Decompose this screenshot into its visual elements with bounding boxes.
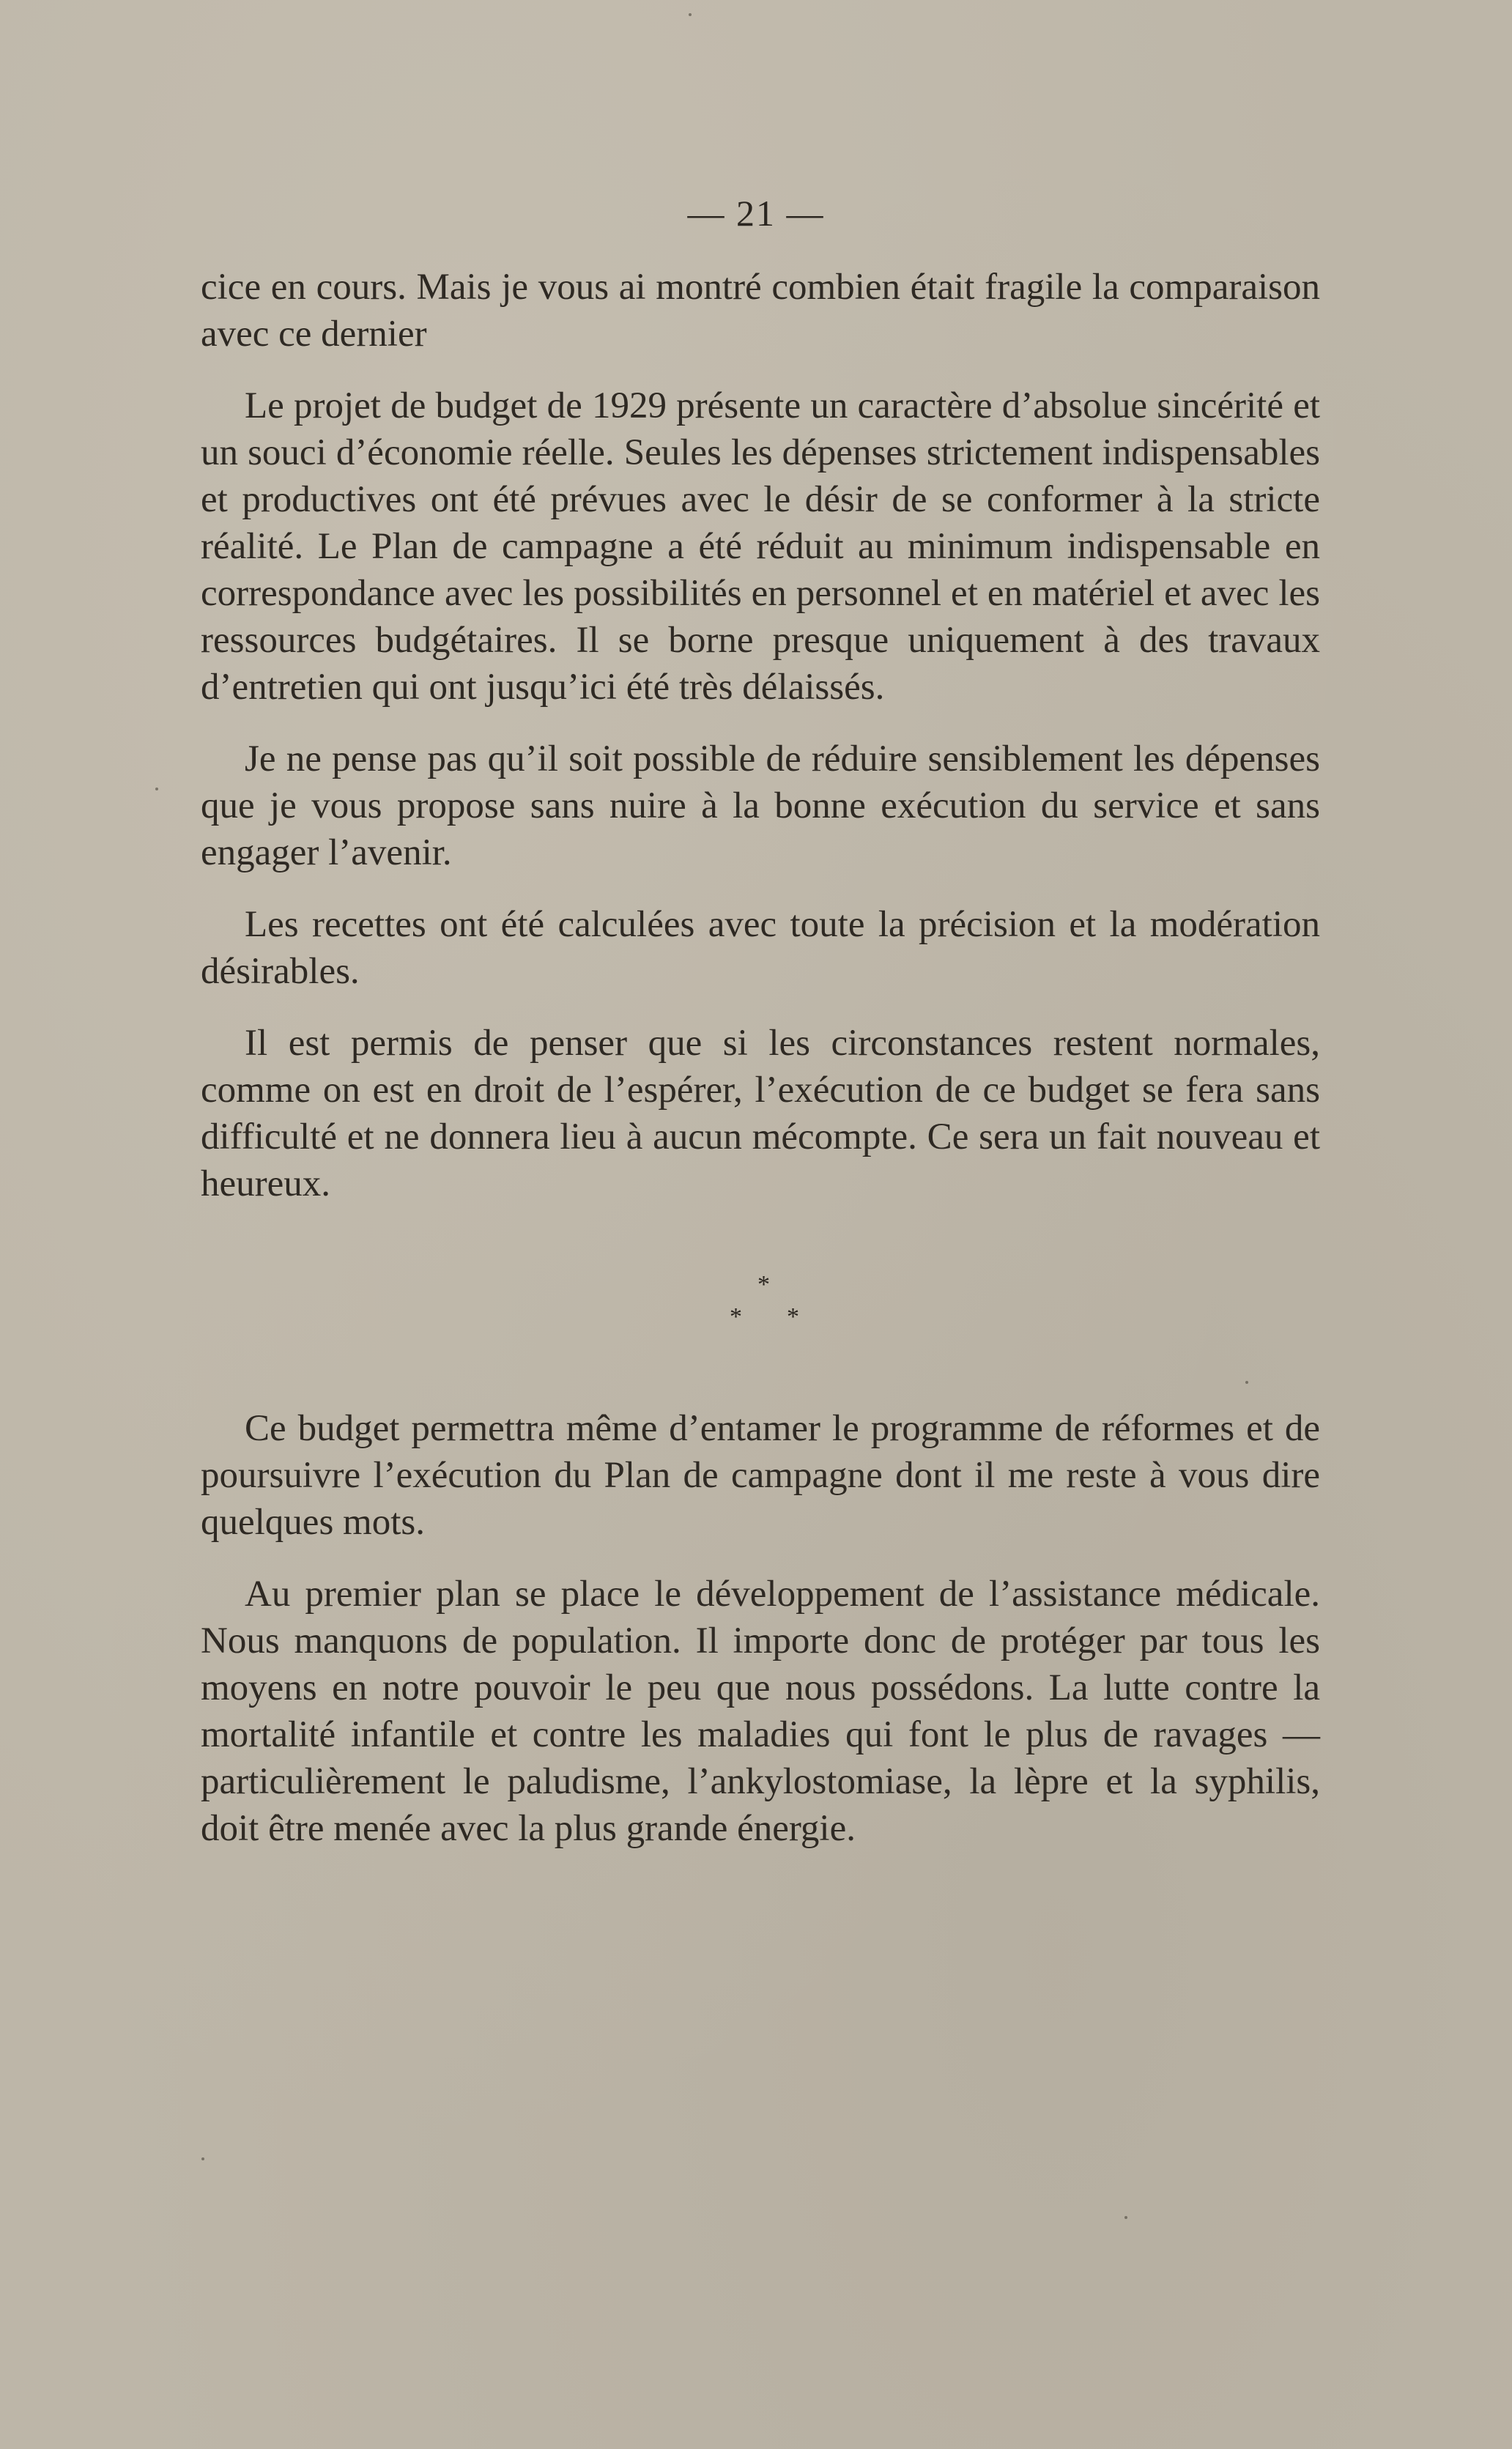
paper-speck [201,2157,204,2160]
asterism-separator [201,1251,1320,1361]
paper-speck [1124,2216,1127,2219]
paragraph-budget-sincerity: Le projet de budget de 1929 présente un caractère d’absolue sincérité et un souci d’économie réelle. Seules les dépenses strictement indispensables et productives ont été prévues avec le désir de se conformer à la stricte réalité. Le Plan de campagne a été réduit au minimum indispensable en correspondance avec les possibilités en personnel et en matériel et avec les ressources budgétaires. Il se borne presque uniquement à des travaux d’entretien qui ont jusqu’ici été très délaissés. [201,385,1320,708]
page-number: — 21 — [687,193,825,234]
paragraph-execution: Il est permis de penser que si les circonstances restent normales, comme on est en droit de l’espérer, l’exécution de ce budget se fera sans difficulté et ne donnera lieu à aucun mécompte. Ce sera un fait nouveau et heureux. [201,1023,1320,1204]
paragraph-expenses: Je ne pense pas qu’il soit possible de réduire sensiblement les dépenses que je vous propose sans nuire à la bonne exécution du service et sans engager l’avenir. [201,738,1320,873]
paper-speck [155,788,158,790]
paragraph-reform-program: Ce budget permettra même d’entamer le programme de réformes et de poursuivre l’exécution du Plan de campagne dont il me reste à vous dire quelques mots. [201,1408,1320,1543]
asterisk-left: * [730,1303,742,1330]
paragraph-medical-assistance: Au premier plan se place le développement de l’assistance médicale. Nous manquons de population. Il importe donc de protéger par tous les moyens en notre pouvoir le peu que nous possédons. La lutte contre la mortalité infantile et contre les maladies qui font le plus de ravages — particulièrement le paludisme, l’ankylostomiase, la lèpre et la syphilis, doit être menée avec la plus grande énergie. [201,1574,1320,1849]
paper-speck [1245,1381,1248,1384]
asterisk-top: * [757,1271,770,1298]
asterisk-right: * [787,1303,799,1330]
paragraph-receipts: Les recettes ont été calculées avec toute la précision et la modération désirables. [201,904,1320,992]
paper-speck [689,13,692,16]
paragraph-continuation: cice en cours. Mais je vous ai montré combien était fragile la comparaison avec ce dernier [201,267,1320,355]
document-body [201,264,1320,1877]
